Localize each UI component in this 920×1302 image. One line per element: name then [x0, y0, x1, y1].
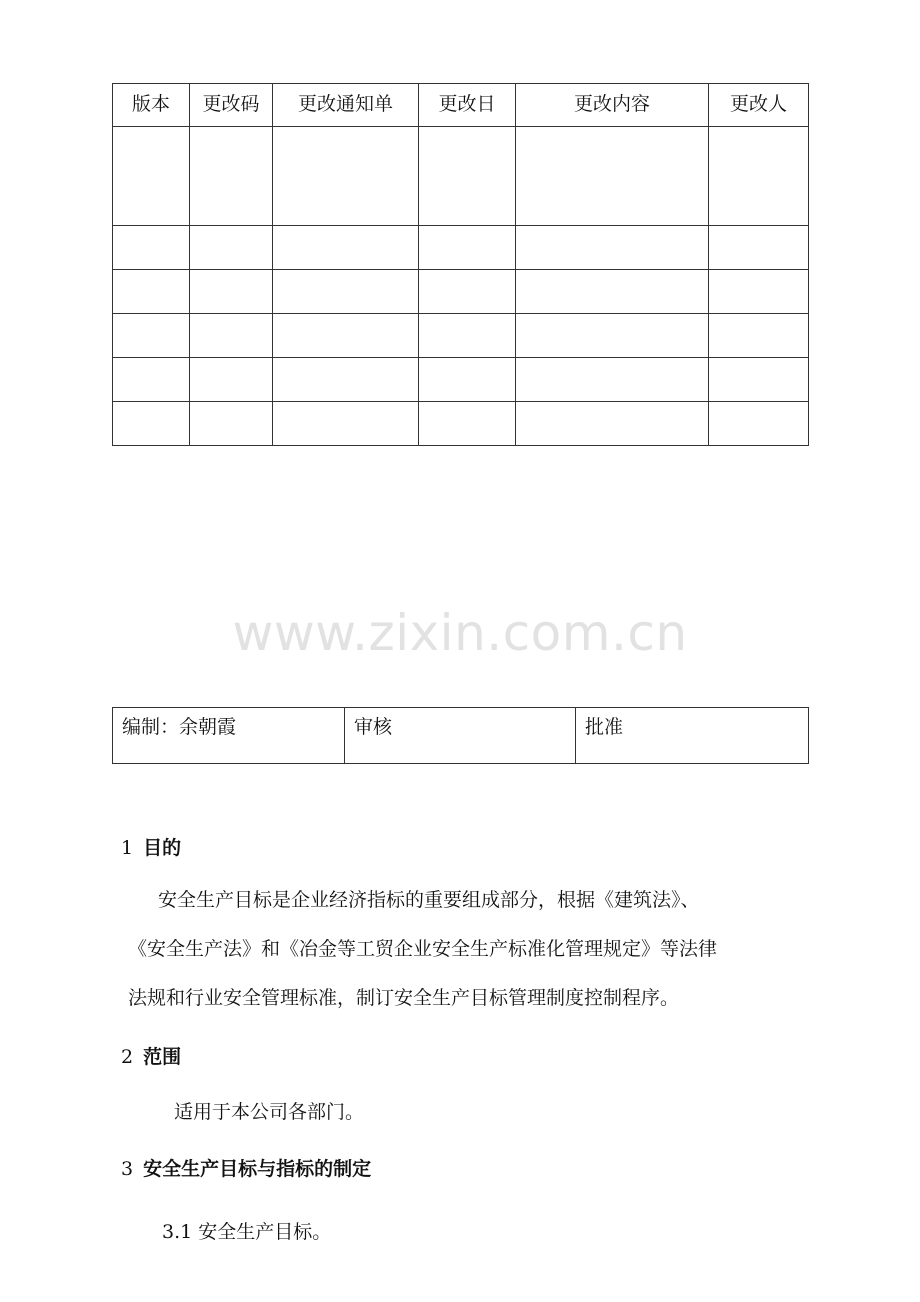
- table-cell: [516, 358, 709, 402]
- approved-by-cell: 批准: [576, 708, 809, 764]
- table-cell: [113, 270, 190, 314]
- table-cell: [113, 226, 190, 270]
- section-number: 1: [121, 837, 134, 859]
- table-row: [113, 127, 809, 226]
- paragraph-line: 法规和行业安全管理标准，制订安全生产目标管理制度控制程序。: [128, 987, 680, 1009]
- section-title: 范围: [143, 1046, 182, 1068]
- table-cell: [709, 314, 809, 358]
- section-title: 安全生产目标与指标的制定: [143, 1158, 372, 1180]
- table-cell: [113, 402, 190, 446]
- table-cell: [516, 127, 709, 226]
- header-changed-by: 更改人: [709, 84, 809, 127]
- header-change-content: 更改内容: [516, 84, 709, 127]
- table-cell: [709, 270, 809, 314]
- compiled-by-cell: 编制：余朝霞: [113, 708, 345, 764]
- table-cell: [113, 314, 190, 358]
- table-cell: [709, 226, 809, 270]
- table-cell: [273, 226, 419, 270]
- section-2-text: 适用于本公司各部门。: [174, 1101, 365, 1123]
- approval-row: [113, 708, 809, 764]
- section-number: 2: [121, 1046, 134, 1068]
- header-change-notice: 更改通知单: [273, 84, 419, 127]
- table-cell: [190, 226, 273, 270]
- section-1-heading: [121, 833, 181, 860]
- table-cell: [516, 402, 709, 446]
- table-cell: [419, 358, 516, 402]
- table-cell: [709, 402, 809, 446]
- watermark-text: www.zixin.com.cn: [232, 604, 688, 662]
- table-row: [113, 270, 809, 314]
- table-cell: [273, 314, 419, 358]
- section-1-paragraph: [128, 876, 808, 1023]
- table-cell: [190, 358, 273, 402]
- table-row: [113, 402, 809, 446]
- table-cell: [190, 127, 273, 226]
- table-row: [113, 226, 809, 270]
- paragraph-line: 《安全生产法》和《冶金等工贸企业安全生产标准化管理规定》等法律: [128, 938, 718, 960]
- reviewed-by-cell: 审核: [345, 708, 576, 764]
- header-version: 版本: [113, 84, 190, 127]
- table-cell: [516, 270, 709, 314]
- section-2-heading: [121, 1042, 181, 1069]
- table-cell: [709, 358, 809, 402]
- section-3-heading: [121, 1154, 371, 1181]
- table-cell: [113, 358, 190, 402]
- table-cell: [709, 127, 809, 226]
- table-cell: [516, 314, 709, 358]
- header-change-date: 更改日: [419, 84, 516, 127]
- approval-table: [112, 707, 809, 764]
- section-title: 目的: [143, 837, 182, 859]
- section-number: 3: [121, 1158, 134, 1180]
- table-cell: [113, 127, 190, 226]
- table-cell: [273, 127, 419, 226]
- table-cell: [190, 314, 273, 358]
- table-row: [113, 314, 809, 358]
- table-cell: [419, 314, 516, 358]
- table-cell: [273, 402, 419, 446]
- table-cell: [419, 127, 516, 226]
- table-cell: [516, 226, 709, 270]
- table-row: [113, 358, 809, 402]
- table-cell: [190, 402, 273, 446]
- revision-history-table: [112, 83, 809, 446]
- section-3-1-text: 3.1 安全生产目标。: [162, 1221, 332, 1243]
- table-cell: [419, 402, 516, 446]
- paragraph-line: 安全生产目标是企业经济指标的重要组成部分，根据《建筑法》、: [158, 889, 700, 911]
- header-change-code: 更改码: [190, 84, 273, 127]
- table-cell: [419, 226, 516, 270]
- table-cell: [273, 270, 419, 314]
- table-header-row: [113, 84, 809, 127]
- table-cell: [190, 270, 273, 314]
- table-cell: [419, 270, 516, 314]
- table-cell: [273, 358, 419, 402]
